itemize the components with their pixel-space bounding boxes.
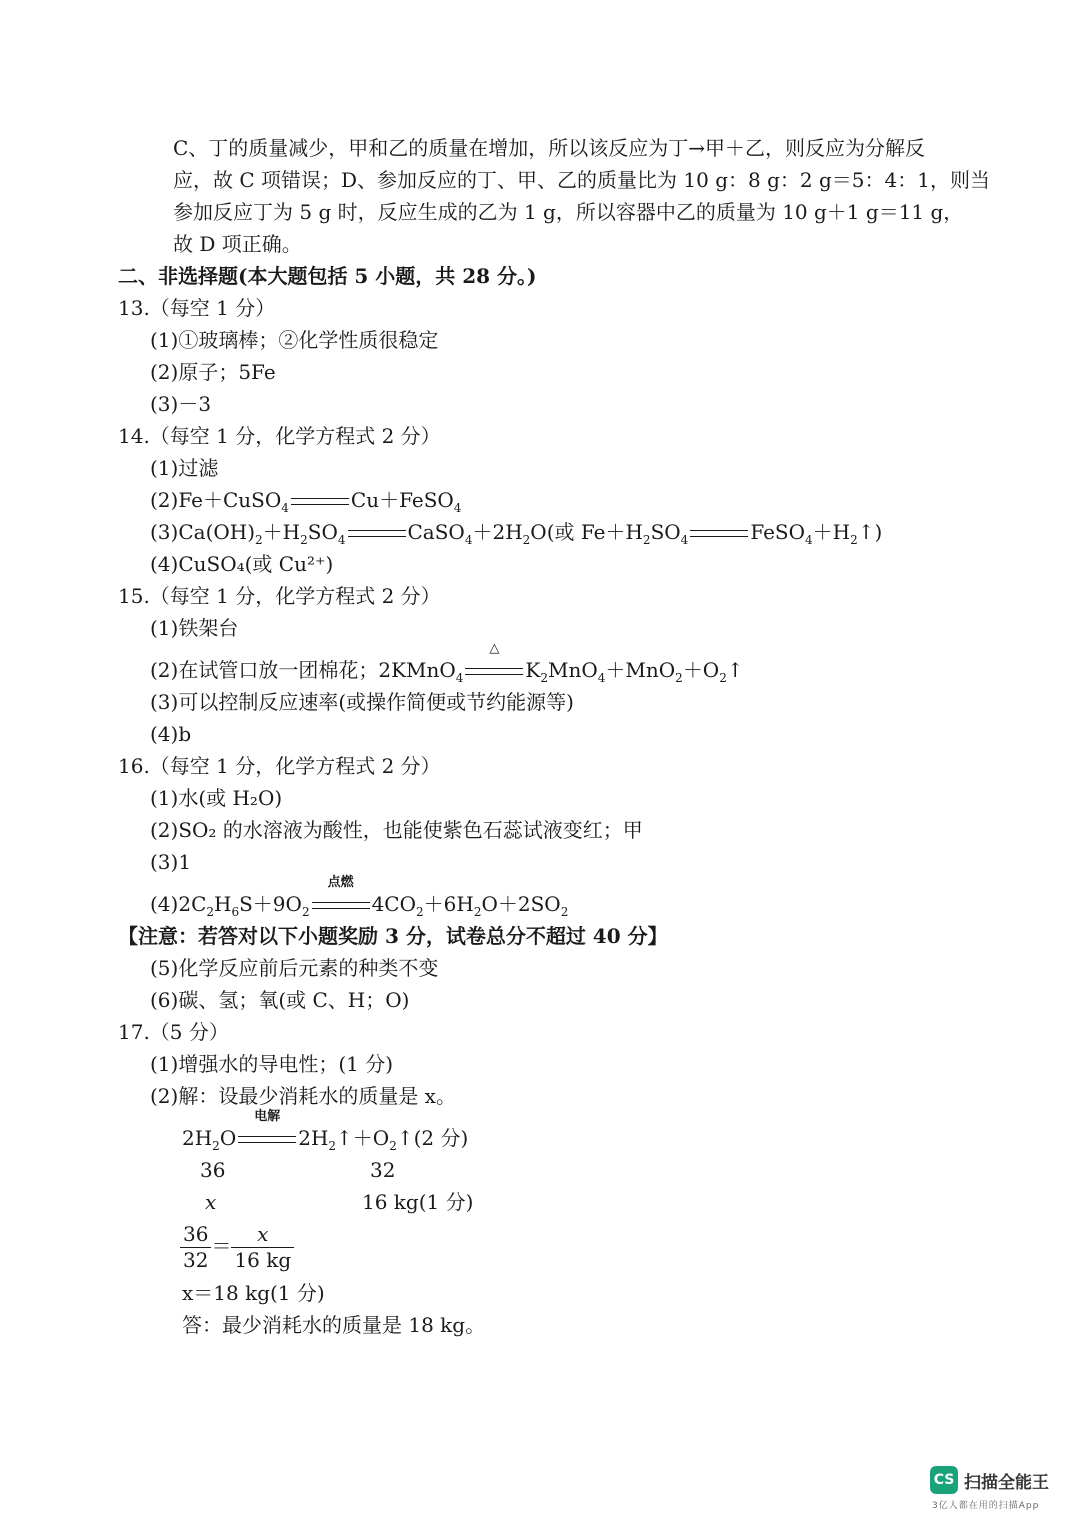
q14-answer-3-alt-open: (或 <box>546 520 581 544</box>
q15-answer-2-text: (2)在试管口放一团棉花； <box>150 658 379 682</box>
q16-header: 16.（每空 1 分，化学方程式 2 分） <box>118 754 441 778</box>
q16-answer-3: (3)1 <box>150 850 192 874</box>
scanner-logo-icon: CS <box>930 1466 958 1494</box>
q14-answer-2-label: (2) <box>150 488 179 512</box>
bonus-note: 【注意：若答对以下小题奖励 3 分，试卷总分不超过 40 分】 <box>118 924 668 948</box>
q13-answer-2: (2)原子；5Fe <box>150 360 276 384</box>
equals-sign-heat <box>465 641 523 682</box>
q16-answer-2: (2)SO₂ 的水溶液为酸性，也能使紫色石蕊试液变红；甲 <box>150 818 643 842</box>
section-title: 二、非选择题(本大题包括 5 小题，共 28 分。) <box>118 264 537 288</box>
scanner-watermark <box>930 1466 1070 1516</box>
q17-header: 17.（5 分） <box>118 1020 229 1044</box>
ignite-condition: 点燃 <box>327 875 354 890</box>
equals-sign-ignite <box>312 875 370 916</box>
q15-answer-3: (3)可以控制反应速率(或操作简便或节约能源等) <box>150 690 574 714</box>
q16-answer-1: (1)水(或 H₂O) <box>150 786 283 810</box>
fraction-left: $\frac{36}{32}$ <box>180 1222 211 1273</box>
q14-answer-4: (4)CuSO₄(或 Cu²⁺) <box>150 552 334 576</box>
equals-sign <box>348 520 406 544</box>
electrolysis-equation: $2H_2O$ 电解 $2H_2↑+O_2↑(2$ 分) <box>182 1109 469 1153</box>
known-oxygen: 16 kg(1 分) <box>362 1190 474 1214</box>
q15-header: 15.（每空 1 分，化学方程式 2 分） <box>118 584 441 608</box>
q15-answer-2: (2)在试管口放一团棉花；2KMnO$_4$ △ $K_2MnO_4+MnO_2+O_2↑$ <box>150 641 744 685</box>
scanner-tagline: 3亿人都在用的扫描App <box>932 1501 1040 1511</box>
continuation-line-4: 故 D 项正确。 <box>173 232 302 256</box>
answer-line: 答：最少消耗水的质量是 18 kg。 <box>182 1313 486 1337</box>
q15-answer-1: (1)铁架台 <box>150 616 239 640</box>
scanner-app-name: 扫描全能王 <box>964 1473 1049 1493</box>
fraction-right: $\frac{x}{16 kg}$ <box>231 1222 294 1273</box>
q16-answer-4-label: (4) <box>150 892 179 916</box>
q15-answer-4: (4)b <box>150 722 192 746</box>
q16-answer-6: (6)碳、氢；氧(或 C、H；O) <box>150 988 410 1012</box>
continuation-line-2: 应，故 C 项错误；D、参加反应的丁、甲、乙的质量比为 10 g：8 g：2 g＝5：4：1，则当 <box>173 168 990 192</box>
q13-header: 13.（每空 1 分） <box>118 296 276 320</box>
equals-sign <box>291 488 349 512</box>
heat-condition: △ <box>489 641 500 656</box>
q14-answer-3-label: (3) <box>150 520 179 544</box>
q17-answer-2: (2)解：设最少消耗水的质量是 x。 <box>150 1084 456 1108</box>
unknown-water: x <box>205 1190 217 1214</box>
q14-answer-3-alt-close: ) <box>874 520 883 544</box>
equals-sign-electrolysis <box>238 1109 296 1150</box>
proportion: $\frac{36}{32}$ ＝ $\frac{x}{16 kg}$ <box>180 1222 294 1273</box>
q14-header: 14.（每空 1 分，化学方程式 2 分） <box>118 424 441 448</box>
electrolysis-condition: 电解 <box>254 1109 281 1124</box>
continuation-line-3: 参加反应丁为 5 g 时，反应生成的乙为 1 g，所以容器中乙的质量为 10 g＋1 g＝11 g， <box>173 200 964 224</box>
ratio-oxygen: 32 <box>370 1158 396 1182</box>
q13-answer-1: (1)①玻璃棒；②化学性质很稳定 <box>150 328 439 352</box>
q14-answer-3: $(3)Ca(OH)_2+H_2SO_4$ $CaSO_4+2H_2O$(或 $Fe+H_2SO_4$ $FeSO_4+H_2↑$) <box>150 520 883 547</box>
equals-sign <box>690 520 748 544</box>
q14-answer-2: (2)Fe＋CuSO$_4$ Cu＋FeSO$_4$ <box>150 488 462 515</box>
result-line: x＝18 kg(1 分) <box>182 1281 325 1305</box>
q16-answer-4: $(4)2C_2H_6S+9O_2$ 点燃 $4CO_2+6H_2O+2SO_2$ <box>150 875 569 919</box>
q13-answer-3: (3)－3 <box>150 392 212 416</box>
q14-answer-1: (1)过滤 <box>150 456 219 480</box>
ratio-water: 36 <box>200 1158 226 1182</box>
q17-answer-1: (1)增强水的导电性；(1 分) <box>150 1052 394 1076</box>
q16-answer-5: (5)化学反应前后元素的种类不变 <box>150 956 439 980</box>
equation-score: (2 分) <box>413 1126 469 1150</box>
continuation-line-1: C、丁的质量减少，甲和乙的质量在增加，所以该反应为丁→甲＋乙，则反应为分解反 <box>173 136 926 160</box>
